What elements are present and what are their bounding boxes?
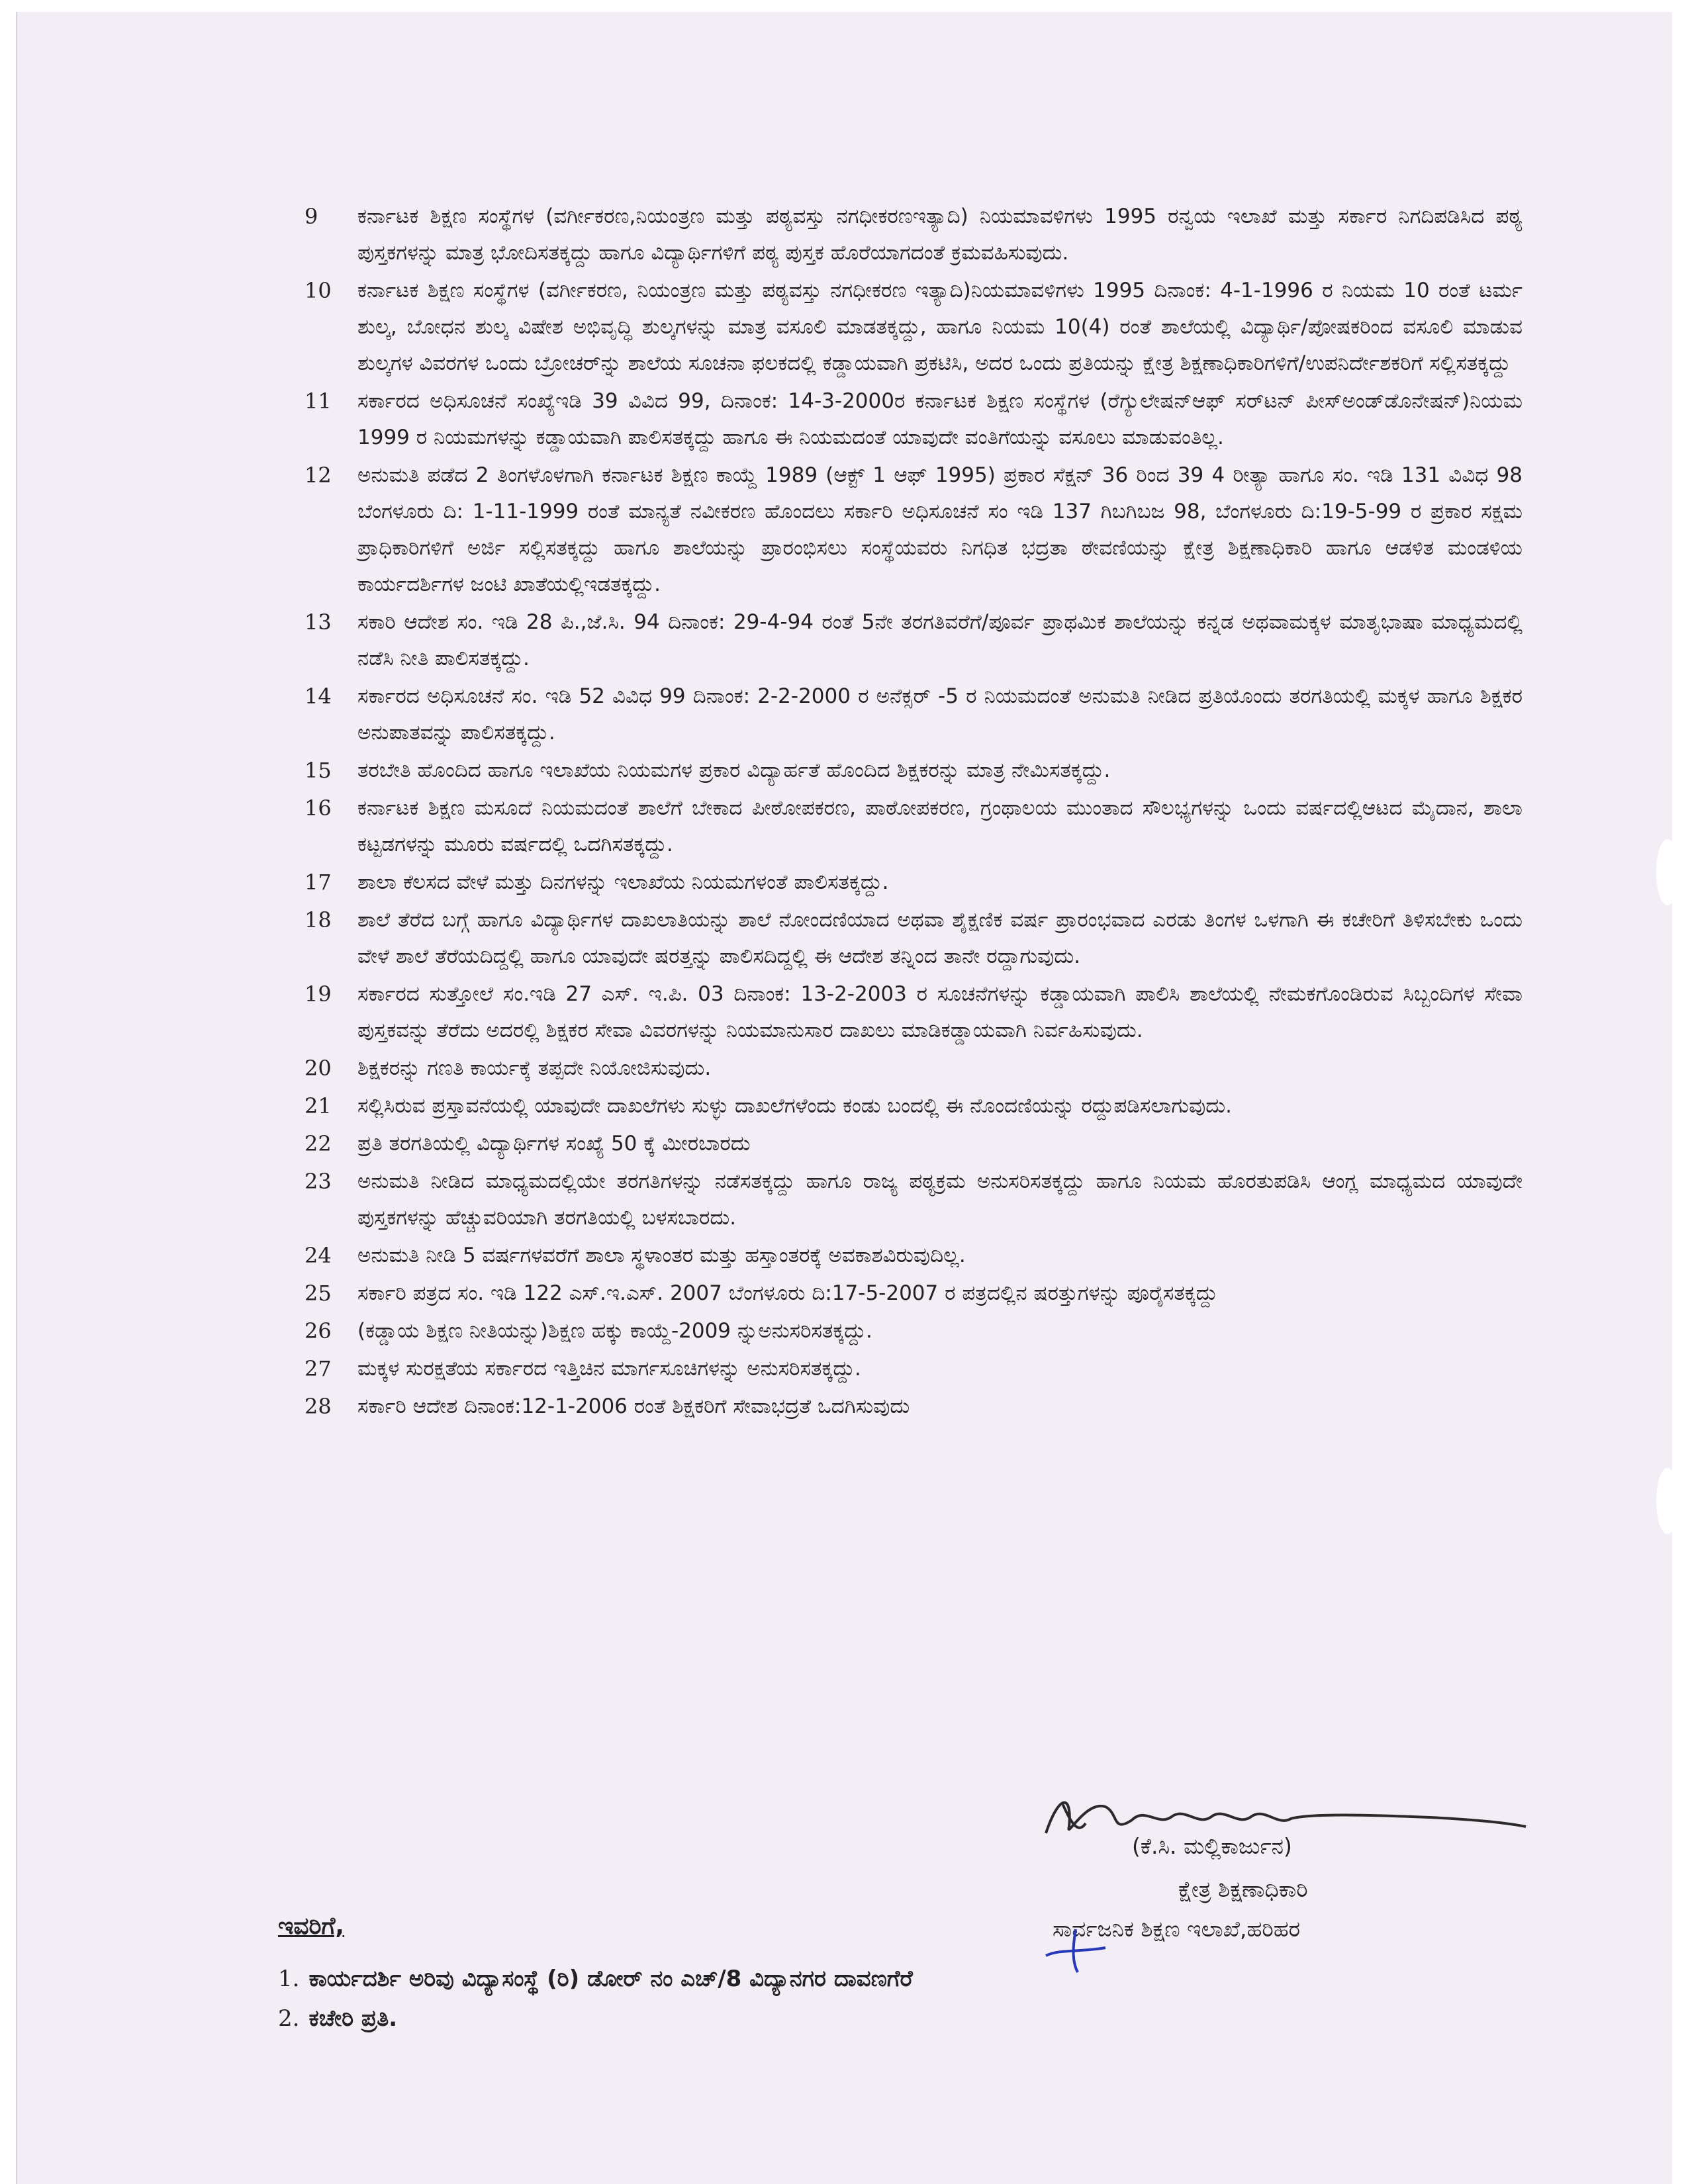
condition-text: ಕರ್ನಾಟಕ ಶಿಕ್ಷಣ ಮಸೂದೆ ನಿಯಮದಂತೆ ಶಾಲೆಗೆ ಬೇಕಾದ ಪೀಠೋಪಕರಣ, ಪಾಠೋಪಕರಣ, ಗ್ರಂಥಾಲಯ ಮುಂತಾದ ಸೌಲಭ್ಯಗಳನ್ನು ಒಂದು ವರ್ಷದಲ್ಲಿಆಟದ ಮೈದಾನ, ಶಾಲಾ ಕಟ್ಟಡಗಳನ್ನು ಮೂರು ವರ್ಷದಲ್ಲಿ ಒದಗಿಸತಕ್ಕದ್ದು. xyxy=(357,796,1523,856)
condition-number: 17 xyxy=(305,870,332,895)
recipient-text: ಕಾರ್ಯದರ್ಶಿ ಅರಿವು ವಿದ್ಯಾಸಂಸ್ಥೆ (ರಿ) ಡೋರ್ ನಂ ಎಚ್/8 ವಿದ್ಯಾನಗರ ದಾವಣಗೆರೆ xyxy=(308,1966,913,1992)
signatory-title: ಕ್ಷೇತ್ರ ಶಿಕ್ಷಣಾಧಿಕಾರಿ xyxy=(1178,1876,1308,1902)
condition-text: ಸಲ್ಲಿಸಿರುವ ಪ್ರಸ್ತಾವನೆಯಲ್ಲಿ ಯಾವುದೇ ದಾಖಲೆಗಳು ಸುಳ್ಳು ದಾಖಲೆಗಳೆಂದು ಕಂಡು ಬಂದಲ್ಲಿ ಈ ನೊಂದಣಿಯನ್ನು ರದ್ದುಪಡಿಸಲಾಗುವುದು. xyxy=(357,1094,1233,1118)
condition-item xyxy=(291,1238,1523,1274)
condition-item xyxy=(291,790,1523,863)
condition-number: 26 xyxy=(305,1318,332,1343)
signatory-department: ಸಾರ್ವಜನಿಕ ಶಿಕ್ಷಣ ಇಲಾಖೆ,ಹರಿಹರ xyxy=(1053,1916,1301,1942)
recipients-heading: ಇವರಿಗೆ, xyxy=(278,1913,345,1940)
condition-item xyxy=(291,902,1523,975)
condition-text: ಮಕ್ಕಳ ಸುರಕ್ಷತೆಯ ಸರ್ಕಾರದ ಇತ್ತಿಚಿನ ಮಾರ್ಗಸೂಚಿಗಳನ್ನು ಅನುಸರಿಸತಕ್ಕದ್ದು. xyxy=(357,1357,861,1381)
punch-hole-bottom xyxy=(1656,1468,1679,1534)
condition-item xyxy=(291,604,1523,677)
condition-text: ಕರ್ನಾಟಕ ಶಿಕ್ಷಣ ಸಂಸ್ಥೆಗಳ (ವರ್ಗೀಕರಣ,ನಿಯಂತ್ರಣ ಮತ್ತು ಪಠ್ಯವಸ್ತು ನಗಧೀಕರಣಇತ್ಯಾದಿ) ನಿಯಮಾವಳಿಗಳು 1995 ರನ್ವಯ ಇಲಾಖೆ ಮತ್ತು ಸರ್ಕಾರ ನಿಗದಿಪಡಿಸಿದ ಪಠ್ಯ ಪುಸ್ತಕಗಳನ್ನು ಮಾತ್ರ ಭೋದಿಸತಕ್ಕದ್ದು ಹಾಗೂ ವಿದ್ಯಾರ್ಥಿಗಳಿಗೆ ಪಠ್ಯ ಪುಸ್ತಕ ಹೊರೆಯಾಗದಂತೆ ಕ್ರಮವಹಿಸುವುದು. xyxy=(357,205,1523,265)
condition-text: ಸರ್ಕಾರಿ ಪತ್ರದ ಸಂ. ಇಡಿ 122 ಎಸ್.ಇ.ಎಸ್. 2007 ಬೆಂಗಳೂರು ದಿ:17-5-2007 ರ ಪತ್ರದಲ್ಲಿನ ಷರತ್ತುಗಳನ್ನು ಪೂರೈಸತಕ್ಕದ್ದು xyxy=(357,1281,1218,1305)
punch-hole-top xyxy=(1656,839,1679,905)
condition-item xyxy=(291,976,1523,1049)
condition-number: 21 xyxy=(305,1093,332,1118)
condition-text: ಅನುಮತಿ ನೀಡಿ 5 ವರ್ಷಗಳವರೆಗೆ ಶಾಲಾ ಸ್ಥಳಾಂತರ ಮತ್ತು ಹಸ್ತಾಂತರಕ್ಕೆ ಅವಕಾಶವಿರುವುದಿಲ್ಲ. xyxy=(357,1244,966,1267)
condition-item xyxy=(291,752,1523,789)
condition-number: 9 xyxy=(305,204,318,229)
condition-number: 23 xyxy=(305,1169,332,1194)
signatory-name: (ಕೆ.ಸಿ. ಮಲ್ಲಿಕಾರ್ಜುನ) xyxy=(1132,1833,1292,1859)
condition-text: ಸರ್ಕಾರಿ ಆದೇಶ ದಿನಾಂಕ:12-1-2006 ರಂತೆ ಶಿಕ್ಷಕರಿಗೆ ಸೇವಾಭದ್ರತೆ ಒದಗಿಸುವುದು xyxy=(357,1394,910,1418)
condition-item xyxy=(291,1388,1523,1425)
condition-number: 18 xyxy=(305,907,332,933)
conditions-list xyxy=(291,199,1523,1426)
condition-text: (ಕಡ್ಡಾಯ ಶಿಕ್ಷಣ ನೀತಿಯನ್ನು)ಶಿಕ್ಷಣ ಹಕ್ಕು ಕಾಯ್ದೆ-2009 ನ್ನುಅನುಸರಿಸತಕ್ಕದ್ದು. xyxy=(357,1319,872,1343)
condition-number: 20 xyxy=(305,1056,332,1081)
condition-item xyxy=(291,1088,1523,1124)
condition-number: 10 xyxy=(305,278,332,303)
condition-item xyxy=(291,199,1523,271)
condition-item xyxy=(291,1351,1523,1387)
condition-item xyxy=(291,678,1523,751)
condition-number: 19 xyxy=(305,981,332,1007)
condition-item xyxy=(291,457,1523,603)
condition-text: ಶಾಲಾ ಕೆಲಸದ ವೇಳೆ ಮತ್ತು ದಿನಗಳನ್ನು ಇಲಾಖೆಯ ನಿಯಮಗಳಂತೆ ಪಾಲಿಸತಕ್ಕದ್ದು. xyxy=(357,870,889,894)
condition-number: 16 xyxy=(305,796,332,821)
condition-text: ಸಕಾರಿ ಆದೇಶ ಸಂ. ಇಡಿ 28 ಪಿ.,ಜೆ.ಸಿ. 94 ದಿನಾಂಕ: 29-4-94 ರಂತೆ 5ನೇ ತರಗತಿವರೆಗೆ/ಪೂರ್ವ ಪ್ರಾಥಮಿಕ ಶಾಲೆಯನ್ನು ಕನ್ನಡ ಅಥವಾಮಕ್ಕಳ ಮಾತೃಭಾಷಾ ಮಾಧ್ಯಮದಲ್ಲಿ ನಡೆಸಿ ನೀತಿ ಪಾಲಿಸತಕ್ಕದ್ದು. xyxy=(357,610,1523,670)
condition-number: 24 xyxy=(305,1243,332,1268)
condition-item xyxy=(291,1126,1523,1162)
condition-number: 22 xyxy=(305,1131,332,1156)
condition-text: ಶಾಲೆ ತೆರೆದ ಬಗ್ಗೆ ಹಾಗೂ ವಿದ್ಯಾರ್ಥಿಗಳ ದಾಖಲಾತಿಯನ್ನು ಶಾಲೆ ನೋಂದಣಿಯಾದ ಅಥವಾ ಶೈಕ್ಷಣಿಕ ವರ್ಷ ಪ್ರಾರಂಭವಾದ ಎರಡು ತಿಂಗಳ ಒಳಗಾಗಿ ಈ ಕಚೇರಿಗೆ ತಿಳಿಸಬೇಕು ಒಂದು ವೇಳೆ ಶಾಲೆ ತೆರೆಯದಿದ್ದಲ್ಲಿ ಹಾಗೂ ಯಾವುದೇ ಷರತ್ತನ್ನು ಪಾಲಿಸದಿದ್ದಲ್ಲಿ ಈ ಆದೇಶ ತನ್ನಿಂದ ತಾನೇ ರದ್ದಾಗುವುದು. xyxy=(357,908,1523,968)
condition-number: 14 xyxy=(305,684,332,709)
condition-item xyxy=(291,383,1523,456)
condition-number: 15 xyxy=(305,758,332,783)
condition-text: ಸರ್ಕಾರದ ಸುತ್ತೋಲೆ ಸಂ.ಇಡಿ 27 ಎಸ್. ಇ.ಪಿ. 03 ದಿನಾಂಕ: 13-2-2003 ರ ಸೂಚನೆಗಳನ್ನು ಕಡ್ಡಾಯವಾಗಿ ಪಾಲಿಸಿ ಶಾಲೆಯಲ್ಲಿ ನೇಮಕಗೊಂಡಿರುವ ಸಿಬ್ಬಂದಿಗಳ ಸೇವಾ ಪುಸ್ತಕವನ್ನು ತೆರೆದು ಅದರಲ್ಲಿ ಶಿಕ್ಷಕರ ಸೇವಾ ವಿವರಗಳನ್ನು ನಿಯಮಾನುಸಾರ ದಾಖಲು ಮಾಡಿಕಡ್ಡಾಯವಾಗಿ ನಿರ್ವಹಿಸುವುದು. xyxy=(357,982,1523,1042)
recipient-number: 1. xyxy=(278,1966,300,1992)
condition-item xyxy=(291,864,1523,901)
condition-number: 13 xyxy=(305,610,332,635)
condition-item xyxy=(291,273,1523,382)
condition-number: 28 xyxy=(305,1394,332,1419)
condition-number: 11 xyxy=(305,388,332,414)
condition-text: ಕರ್ನಾಟಕ ಶಿಕ್ಷಣ ಸಂಸ್ಥೆಗಳ (ವರ್ಗೀಕರಣ, ನಿಯಂತ್ರಣ ಮತ್ತು ಪಠ್ಯವಸ್ತು ನಗಧೀಕರಣ ಇತ್ಯಾದಿ)ನಿಯಮಾವಳಿಗಳು 1995 ದಿನಾಂಕ: 4-1-1996 ರ ನಿಯಮ 10 ರಂತೆ ಟರ್ಮ ಶುಲ್ಕ, ಬೋಧನ ಶುಲ್ಕ ವಿಷೇಶ ಅಭಿವೃದ್ಧಿ ಶುಲ್ಕಗಳನ್ನು ಮಾತ್ರ ವಸೂಲಿ ಮಾಡತಕ್ಕದ್ದು, ಹಾಗೂ ನಿಯಮ 10(4) ರಂತೆ ಶಾಲೆಯಲ್ಲಿ ವಿದ್ಯಾರ್ಥಿ/ಪೋಷಕರಿಂದ ವಸೂಲಿ ಮಾಡುವ ಶುಲ್ಕಗಳ ವಿವರಗಳ ಒಂದು ಬ್ರೋಚರ್‌ನ್ನು ಶಾಲೆಯ ಸೂಚನಾ ಫಲಕದಲ್ಲಿ ಕಡ್ಡಾಯವಾಗಿ ಪ್ರಕಟಿಸಿ, ಅದರ ಒಂದು ಪ್ರತಿಯನ್ನು ಕ್ಷೇತ್ರ ಶಿಕ್ಷಣಾಧಿಕಾರಿಗಳಿಗೆ/ಉಪನಿರ್ದೇಶಕರಿಗೆ ಸಲ್ಲಿಸತಕ್ಕದ್ದು xyxy=(357,279,1523,375)
condition-number: 25 xyxy=(305,1281,332,1306)
condition-item xyxy=(291,1050,1523,1087)
recipient-number: 2. xyxy=(278,2005,300,2032)
condition-text: ಅನುಮತಿ ನೀಡಿದ ಮಾಧ್ಯಮದಲ್ಲಿಯೇ ತರಗತಿಗಳನ್ನು ನಡೆಸತಕ್ಕದ್ದು ಹಾಗೂ ರಾಜ್ಯ ಪಠ್ಯಕ್ರಮ ಅನುಸರಿಸತಕ್ಕದ್ದು ಹಾಗೂ ನಿಯಮ ಹೊರತುಪಡಿಸಿ ಆಂಗ್ಲ ಮಾಧ್ಯಮದ ಯಾವುದೇ ಪುಸ್ತಕಗಳನ್ನು ಹೆಚ್ಚುವರಿಯಾಗಿ ತರಗತಿಯಲ್ಲಿ ಬಳಸಬಾರದು. xyxy=(357,1169,1523,1230)
recipient-text: ಕಚೇರಿ ಪ್ರತಿ. xyxy=(308,2005,398,2032)
condition-item xyxy=(291,1163,1523,1236)
condition-text: ಸರ್ಕಾರದ ಅಧಿಸೂಚನೆ ಸಂ. ಇಡಿ 52 ವಿವಿಧ 99 ದಿನಾಂಕ: 2-2-2000 ರ ಅನೆಕ್ಸರ್ -5 ರ ನಿಯಮದಂತೆ ಅನುಮತಿ ನೀಡಿದ ಪ್ರತಿಯೊಂದು ತರಗತಿಯಲ್ಲಿ ಮಕ್ಕಳ ಹಾಗೂ ಶಿಕ್ಷಕರ ಅನುಪಾತವನ್ನು ಪಾಲಿಸತಕ್ಕದ್ದು. xyxy=(357,684,1523,745)
condition-text: ಪ್ರತಿ ತರಗತಿಯಲ್ಲಿ ವಿದ್ಯಾರ್ಥಿಗಳ ಸಂಖ್ಯೆ 50 ಕ್ಕೆ ಮೀರಬಾರದು xyxy=(357,1132,751,1156)
recipient-item xyxy=(278,1999,1271,2038)
recipients-list xyxy=(278,1959,1271,2038)
condition-item xyxy=(291,1313,1523,1349)
condition-number: 27 xyxy=(305,1356,332,1381)
condition-number: 12 xyxy=(305,463,332,488)
condition-text: ಅನುಮತಿ ಪಡೆದ 2 ತಿಂಗಳೊಳಗಾಗಿ ಕರ್ನಾಟಕ ಶಿಕ್ಷಣ ಕಾಯ್ದೆ 1989 (ಆಕ್ಟ್ 1 ಆಫ್ 1995) ಪ್ರಕಾರ ಸೆಕ್ಷನ್ 36 ರಿಂದ 39 4 ರೀತ್ಯಾ ಹಾಗೂ ಸಂ. ಇಡಿ 131 ವಿವಿಧ 98 ಬೆಂಗಳೂರು ದಿ: 1-11-1999 ರಂತೆ ಮಾನ್ಯತೆ ನವೀಕರಣ ಹೊಂದಲು ಸರ್ಕಾರಿ ಅಧಿಸೂಚನೆ ಸಂ ಇಡಿ 137 ಗಿಬಗಿಬಜ 98, ಬೆಂಗಳೂರು ದಿ:19-5-99 ರ ಪ್ರಕಾರ ಸಕ್ಷಮ ಪ್ರಾಧಿಕಾರಿಗಳಿಗೆ ಅರ್ಜಿ ಸಲ್ಲಿಸತಕ್ಕದ್ದು ಹಾಗೂ ಶಾಲೆಯನ್ನು ಪ್ರಾರಂಭಿಸಲು ಸಂಸ್ಥೆಯವರು ನಿಗಧಿತ ಭದ್ರತಾ ಠೇವಣಿಯನ್ನು ಕ್ಷೇತ್ರ ಶಿಕ್ಷಣಾಧಿಕಾರಿ ಹಾಗೂ ಆಡಳಿತ ಮಂಡಳಿಯ ಕಾರ್ಯದರ್ಶಿಗಳ ಜಂಟಿ ಖಾತೆಯಲ್ಲಿಇಡತಕ್ಕದ್ದು. xyxy=(357,463,1523,596)
condition-item xyxy=(291,1275,1523,1312)
condition-text: ಶಿಕ್ಷಕರನ್ನು ಗಣತಿ ಕಾರ್ಯಕ್ಕೆ ತಪ್ಪದೇ ನಿಯೋಜಿಸುವುದು. xyxy=(357,1056,712,1080)
condition-text: ಸರ್ಕಾರದ ಅಧಿಸೂಚನೆ ಸಂಖ್ಯೆಇಡಿ 39 ವಿವಿದ 99, ದಿನಾಂಕ: 14-3-2000ರ ಕರ್ನಾಟಕ ಶಿಕ್ಷಣ ಸಂಸ್ಥೆಗಳ (ರೆಗ್ಯುಲೇಷನ್‌ಆಫ್ ಸರ್‌ಟನ್ ಪೀಸ್‌ಅಂಡ್‌ಡೊನೇಷನ್)ನಿಯಮ 1999 ರ ನಿಯಮಗಳನ್ನು ಕಡ್ಡಾಯವಾಗಿ ಪಾಲಿಸತಕ್ಕದ್ದು ಹಾಗೂ ಈ ನಿಯಮದಂತೆ ಯಾವುದೇ ವಂತಿಗೆಯನ್ನು ವಸೂಲು ಮಾಡುವಂತಿಲ್ಲ. xyxy=(357,389,1523,449)
recipient-item xyxy=(278,1959,1271,1999)
condition-text: ತರಬೇತಿ ಹೊಂದಿದ ಹಾಗೂ ಇಲಾಖೆಯ ನಿಯಮಗಳ ಪ್ರಕಾರ ವಿದ್ಯಾರ್ಹತೆ ಹೊಂದಿದ ಶಿಕ್ಷಕರನ್ನು ಮಾತ್ರ ನೇಮಿಸತಕ್ಕದ್ದು. xyxy=(357,758,1111,782)
